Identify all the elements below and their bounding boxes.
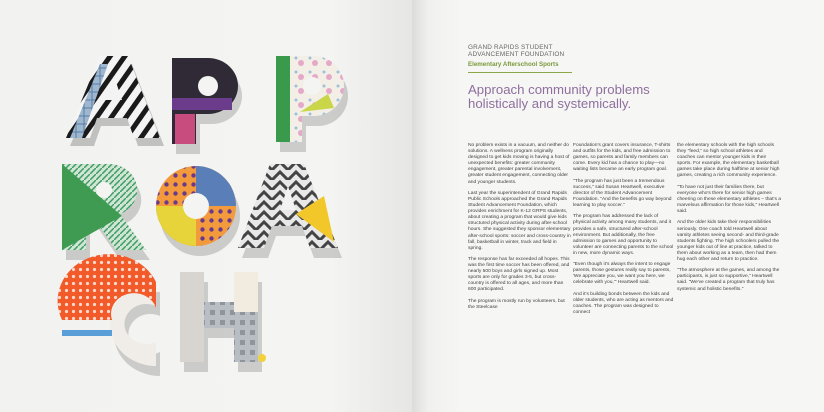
paragraph: The response has far exceeded all hopes. This was the first time soccer has been offered, and nearly 500 boys and girls signed up. Most sports are only for grades 3-5, but cross-country is offered to all ages, and more than 600 participated. — [468, 256, 570, 293]
paragraph: Last year the superintendent of Grand Rapids Public Schools approached the Grand Rapids Student Advancement Foundation, which provides enrichment for K-12 GRPS students, about creating a program that would give kids structured physical activity during after-school hours. She suggested they sponsor elementary after-school sports: soccer and cross-country in fall, basketball in winter, track and field in spring. — [468, 190, 571, 251]
org-name-line1: GRAND RAPIDS STUDENT — [468, 44, 553, 51]
paragraph: The program has addressed the lack of physical activity among many students, and it provides a safe, structured after-school environment. But additionally, the free admission to games and opportunity to volunteer are connecting parents to the school in new, more dynamic ways. — [573, 214, 674, 256]
org-name — [468, 44, 598, 58]
article-headline — [468, 83, 688, 111]
paragraph: "To have not just their families there, but everyone who's there for senior high games cheering on these elementary athletes – that's a marvelous affirmation for those kids," Heartwell said. — [677, 184, 781, 215]
org-name-line2: ADVANCEMENT FOUNDATION — [468, 51, 565, 58]
sticker-dot — [258, 354, 266, 362]
paragraph: The program is mostly run by volunteers, but the Steelcase — [468, 298, 565, 310]
paragraph: No problem exists in a vacuum, and neither do solutions. A wellness program originally designed to get kids moving is having a host of unexpected benefits: greater community engagement, greater parental involvement, greater student engagement, connecting older and younger students. — [468, 143, 570, 185]
paragraph: "The program has just been a tremendous success," said Susan Heartwell, executive director of the Student Advancement Foundation. "And the benefits go way beyond learning to play soccer." — [573, 178, 672, 209]
letter-r — [62, 164, 150, 260]
body-column-2 — [573, 143, 677, 321]
letter-p-1 — [172, 58, 242, 154]
body-column-1 — [468, 143, 572, 316]
paragraph: And the older kids take their responsibilities seriously. One coach told Heartwell about varsity athletes seeing second- and third-grade students fighting. The high schoolers pulled the younger kids out of line at practice, talked to them about working as a team, then had them hug each other and return to practice. — [677, 220, 780, 262]
letter-c — [58, 254, 160, 376]
letter-a-2 — [238, 164, 342, 258]
letter-a-1 — [66, 56, 164, 146]
paragraph: "Even though it's always the intent to engage parents, those gestures really say to parents, 'We appreciate you, we want you here, we celebrate with you,'" Heartwell said. — [573, 262, 671, 286]
paragraph: the elementary schools with the high schools they "feed," so high school athletes and coaches can mentor younger kids in their sports. For example, the elementary basketball games take place during halftime at senior high games, creating a rich community experience. — [677, 143, 780, 179]
letter-o — [156, 166, 240, 256]
body-column-3 — [677, 143, 781, 298]
paragraph: And it's building bonds between the kids and older students, who are acting as mentors and coaches. The program was designed to connect — [573, 291, 674, 315]
headline-line1: Approach community problems — [468, 82, 650, 97]
header-rule — [468, 72, 572, 73]
letter-p-2 — [276, 56, 348, 152]
paragraph: "The atmosphere at the games, and among the participants, is just so supportive," Heartwell said. "We've created a program that truly has systemic and holistic benefits." — [677, 268, 780, 292]
program-name: Elementary Afterschool Sports — [468, 61, 559, 68]
headline-line2: holistically and systemically. — [468, 96, 632, 111]
article-header — [468, 44, 598, 73]
paragraph: Foundation's grant covers insurance, T-shirts and outfits for the kids, and free admission to games, so parents and family members can come. Every kid has a chance to play—no waiting lists became an early program goal. — [573, 143, 671, 173]
letter-h — [180, 272, 262, 372]
